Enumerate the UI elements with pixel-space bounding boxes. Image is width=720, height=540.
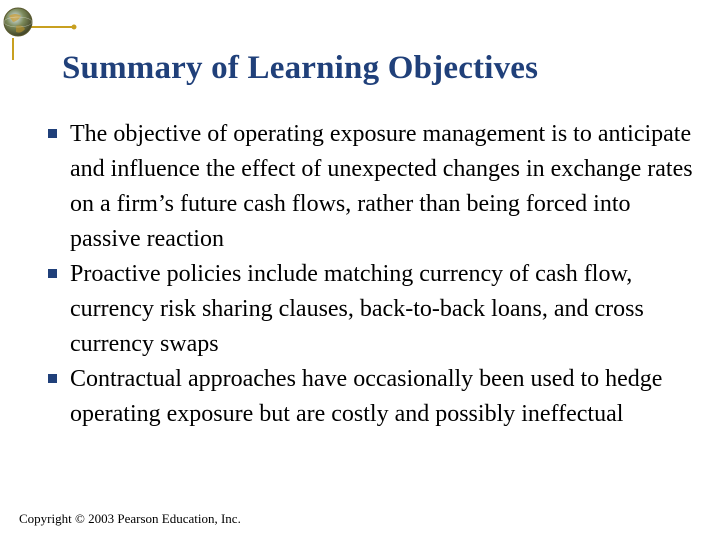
globe-icon — [4, 8, 32, 36]
copyright-footer: Copyright © 2003 Pearson Education, Inc. — [19, 511, 241, 526]
bullet-list — [46, 117, 696, 432]
bullet-item — [46, 362, 696, 432]
slide-title: Summary of Learning Objectives — [62, 50, 539, 86]
bullet-item — [46, 257, 696, 362]
decoration-dot — [72, 25, 77, 30]
bullet-text: Proactive policies include matching currency of cash flow, currency risk sharing clauses, back-to-back loans, and cross currency swaps — [70, 261, 644, 357]
square-bullet-icon — [48, 269, 57, 278]
bullet-text: Contractual approaches have occasionally been used to hedge operating exposure but are costly and possibly ineffectual — [70, 366, 663, 427]
square-bullet-icon — [48, 129, 57, 138]
bullet-text: The objective of operating exposure management is to anticipate and influence the effect of unexpected changes in exchange rates on a firm’s future cash flows, rather than being forced into passive reaction — [70, 121, 693, 252]
square-bullet-icon — [48, 374, 57, 383]
bullet-item — [46, 117, 696, 257]
